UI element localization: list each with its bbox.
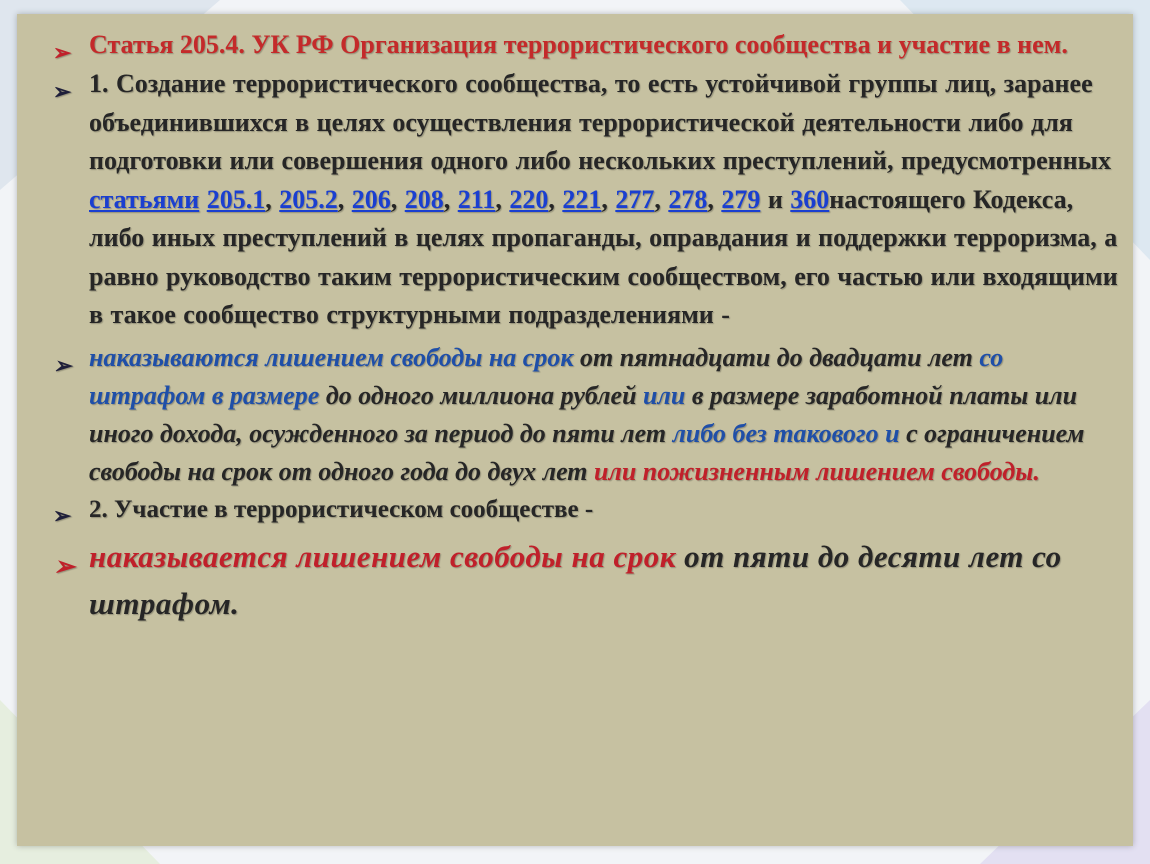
part1-item	[37, 65, 1122, 335]
penalty1-fine-amount: до одного миллиона рублей	[319, 380, 644, 410]
link-conjunction: и	[760, 184, 791, 214]
part1-text-after: настоящего Кодекса, либо иных преступлений в целях пропаганды, оправдания и поддержки терроризма, а равно руководство таким террористическим сообществом, его частью или входящими в такое сообщество структурными подразделениями -	[89, 184, 1118, 329]
penalty1-fine-phrase: со штрафом в размере	[89, 342, 1004, 410]
penalty2-item	[37, 533, 1122, 627]
link-article-206[interactable]: 206	[351, 184, 391, 214]
slide-panel	[17, 14, 1133, 846]
title-item	[37, 26, 1122, 63]
part2-item	[37, 493, 1122, 527]
link-article-221[interactable]: 221	[562, 184, 602, 214]
penalty2-term: от пяти до десяти лет со штрафом.	[89, 538, 1062, 621]
penalty2-phrase: наказывается лишением свободы на срок	[89, 538, 676, 574]
penalty1-restriction: с ограничением свободы на срок от одного года до двух лет	[89, 418, 1085, 486]
penalty1-term: от пятнадцати до двадцати лет	[573, 342, 980, 372]
link-article-277[interactable]: 277	[615, 184, 655, 214]
arrow-bullet-icon: ➢	[53, 79, 72, 104]
penalty1-or: или	[643, 380, 686, 410]
link-article-279[interactable]: 279	[721, 184, 761, 214]
link-articles[interactable]: статьями	[89, 184, 200, 214]
arrow-bullet-icon: ➢	[53, 502, 72, 528]
link-article-278[interactable]: 278	[668, 184, 708, 214]
part1-text: 1. Создание террористического сообщества, то есть устойчивой группы лиц, заранее объединившихся в целях осуществления террористической деятельности либо для подготовки или совершения одного либо нескольких преступлений, предусмотренных	[89, 69, 1111, 175]
link-article-360[interactable]: 360	[790, 184, 830, 214]
slide-content	[37, 26, 1122, 627]
penalty1-salary: в размере заработной платы или иного дохода, осужденного за период до пяти лет	[89, 380, 1078, 448]
article-title: Статья 205.4. УК РФ Организация террористического сообщества и участие в нем.	[89, 30, 1068, 59]
penalty1-without: либо без такового и	[672, 418, 900, 448]
link-article-208[interactable]: 208	[404, 184, 444, 214]
article-links: 205.1, 205.2, 206, 208, 211, 220, 221, 277, 278, 279	[206, 184, 761, 214]
penalty1-item	[37, 339, 1122, 491]
arrow-bullet-icon: ➢	[53, 352, 72, 378]
link-article-211[interactable]: 211	[457, 184, 496, 214]
penalty1-life: или пожизненным лишением свободы.	[594, 456, 1040, 486]
penalty1-phrase: наказываются лишением свободы на срок	[89, 342, 574, 372]
part2-text: 2. Участие в террористическом сообществе -	[89, 495, 594, 523]
link-article-205-1[interactable]: 205.1	[206, 184, 266, 214]
arrow-bullet-icon: ➢	[53, 40, 72, 65]
link-article-220[interactable]: 220	[509, 184, 549, 214]
arrow-bullet-icon: ➢	[53, 551, 76, 581]
link-article-205-2[interactable]: 205.2	[279, 184, 338, 214]
